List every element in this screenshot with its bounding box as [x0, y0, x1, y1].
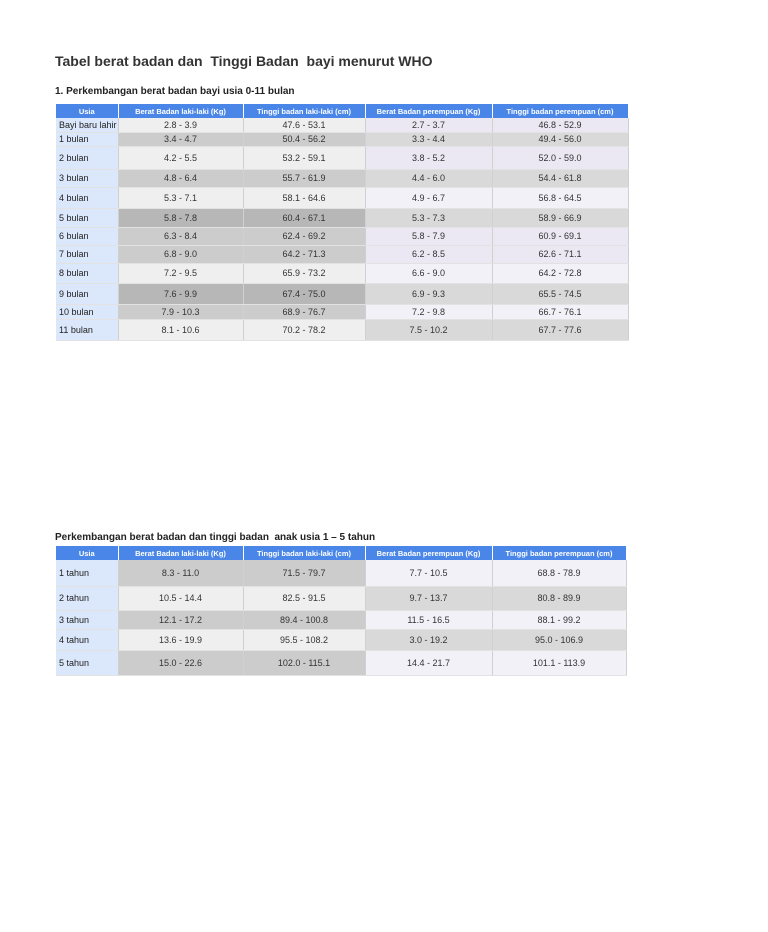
col-header-tinggi-perempuan: Tinggi badan perempuan (cm): [492, 104, 628, 118]
value-cell: 89.4 - 100.8: [243, 610, 365, 629]
value-cell: 6.9 - 9.3: [365, 283, 492, 304]
value-cell: 56.8 - 64.5: [492, 187, 628, 208]
value-cell: 82.5 - 91.5: [243, 586, 365, 610]
value-cell: 15.0 - 22.6: [118, 650, 243, 675]
col-header-tinggi-laki: Tinggi badan laki-laki (cm): [243, 104, 365, 118]
age-cell: 4 bulan: [56, 187, 118, 208]
value-cell: 50.4 - 56.2: [243, 132, 365, 146]
age-cell: 5 bulan: [56, 208, 118, 227]
value-cell: 52.0 - 59.0: [492, 146, 628, 169]
value-cell: 4.2 - 5.5: [118, 146, 243, 169]
infant-growth-table: [56, 104, 629, 341]
value-cell: 6.2 - 8.5: [365, 245, 492, 263]
table-row: [56, 132, 628, 146]
table-row: [56, 118, 628, 132]
table1-heading: 1. Perkembangan berat badan bayi usia 0-11 bulan: [55, 86, 295, 97]
value-cell: 5.3 - 7.3: [365, 208, 492, 227]
value-cell: 3.3 - 4.4: [365, 132, 492, 146]
value-cell: 65.5 - 74.5: [492, 283, 628, 304]
value-cell: 5.3 - 7.1: [118, 187, 243, 208]
table-row: [56, 629, 626, 650]
age-cell: 4 tahun: [56, 629, 118, 650]
value-cell: 3.0 - 19.2: [365, 629, 492, 650]
value-cell: 71.5 - 79.7: [243, 560, 365, 586]
value-cell: 65.9 - 73.2: [243, 263, 365, 283]
value-cell: 7.7 - 10.5: [365, 560, 492, 586]
value-cell: 62.4 - 69.2: [243, 227, 365, 245]
value-cell: 58.1 - 64.6: [243, 187, 365, 208]
value-cell: 8.1 - 10.6: [118, 319, 243, 340]
value-cell: 49.4 - 56.0: [492, 132, 628, 146]
col-header-usia: Usia: [56, 546, 118, 560]
age-cell: 9 bulan: [56, 283, 118, 304]
value-cell: 7.2 - 9.8: [365, 304, 492, 319]
value-cell: 9.7 - 13.7: [365, 586, 492, 610]
table-row: [56, 610, 626, 629]
value-cell: 60.9 - 69.1: [492, 227, 628, 245]
table-header-row: [56, 546, 626, 560]
table2-heading: Perkembangan berat badan dan tinggi badan anak usia 1 – 5 tahun: [55, 532, 376, 543]
table-row: [56, 560, 626, 586]
value-cell: 10.5 - 14.4: [118, 586, 243, 610]
value-cell: 70.2 - 78.2: [243, 319, 365, 340]
value-cell: 54.4 - 61.8: [492, 169, 628, 187]
col-header-tinggi-laki: Tinggi badan laki-laki (cm): [243, 546, 365, 560]
table-row: [56, 245, 628, 263]
value-cell: 4.8 - 6.4: [118, 169, 243, 187]
table-row: [56, 304, 628, 319]
table-row: [56, 283, 628, 304]
value-cell: 101.1 - 113.9: [492, 650, 626, 675]
table-row: [56, 208, 628, 227]
col-header-berat-perempuan: Berat Badan perempuan (Kg): [365, 546, 492, 560]
page-title: Tabel berat badan dan Tinggi Badan bayi menurut WHO: [55, 53, 433, 69]
col-header-berat-perempuan: Berat Badan perempuan (Kg): [365, 104, 492, 118]
value-cell: 67.4 - 75.0: [243, 283, 365, 304]
value-cell: 64.2 - 72.8: [492, 263, 628, 283]
value-cell: 2.8 - 3.9: [118, 118, 243, 132]
table-row: [56, 650, 626, 675]
value-cell: 60.4 - 67.1: [243, 208, 365, 227]
age-cell: 5 tahun: [56, 650, 118, 675]
value-cell: 6.6 - 9.0: [365, 263, 492, 283]
age-cell: 7 bulan: [56, 245, 118, 263]
value-cell: 67.7 - 77.6: [492, 319, 628, 340]
value-cell: 95.5 - 108.2: [243, 629, 365, 650]
col-header-berat-laki: Berat Badan laki-laki (Kg): [118, 546, 243, 560]
table-header-row: [56, 104, 628, 118]
table-row: [56, 227, 628, 245]
value-cell: 8.3 - 11.0: [118, 560, 243, 586]
value-cell: 5.8 - 7.9: [365, 227, 492, 245]
value-cell: 88.1 - 99.2: [492, 610, 626, 629]
value-cell: 64.2 - 71.3: [243, 245, 365, 263]
col-header-usia: Usia: [56, 104, 118, 118]
value-cell: 102.0 - 115.1: [243, 650, 365, 675]
table-row: [56, 169, 628, 187]
value-cell: 47.6 - 53.1: [243, 118, 365, 132]
age-cell: 2 bulan: [56, 146, 118, 169]
value-cell: 53.2 - 59.1: [243, 146, 365, 169]
value-cell: 7.2 - 9.5: [118, 263, 243, 283]
value-cell: 6.3 - 8.4: [118, 227, 243, 245]
age-cell: 1 bulan: [56, 132, 118, 146]
value-cell: 55.7 - 61.9: [243, 169, 365, 187]
table-row: [56, 146, 628, 169]
value-cell: 62.6 - 71.1: [492, 245, 628, 263]
value-cell: 13.6 - 19.9: [118, 629, 243, 650]
value-cell: 6.8 - 9.0: [118, 245, 243, 263]
value-cell: 66.7 - 76.1: [492, 304, 628, 319]
value-cell: 3.4 - 4.7: [118, 132, 243, 146]
age-cell: 3 bulan: [56, 169, 118, 187]
col-header-berat-laki: Berat Badan laki-laki (Kg): [118, 104, 243, 118]
value-cell: 2.7 - 3.7: [365, 118, 492, 132]
col-header-tinggi-perempuan: Tinggi badan perempuan (cm): [492, 546, 626, 560]
age-cell: 11 bulan: [56, 319, 118, 340]
age-cell: 8 bulan: [56, 263, 118, 283]
value-cell: 4.9 - 6.7: [365, 187, 492, 208]
age-cell: 6 bulan: [56, 227, 118, 245]
child-growth-table: [56, 546, 627, 676]
value-cell: 7.5 - 10.2: [365, 319, 492, 340]
value-cell: 68.8 - 78.9: [492, 560, 626, 586]
value-cell: 95.0 - 106.9: [492, 629, 626, 650]
table-row: [56, 319, 628, 340]
age-cell: Bayi baru lahir: [56, 118, 118, 132]
age-cell: 2 tahun: [56, 586, 118, 610]
value-cell: 68.9 - 76.7: [243, 304, 365, 319]
value-cell: 11.5 - 16.5: [365, 610, 492, 629]
age-cell: 1 tahun: [56, 560, 118, 586]
table-row: [56, 586, 626, 610]
value-cell: 14.4 - 21.7: [365, 650, 492, 675]
table-row: [56, 263, 628, 283]
value-cell: 80.8 - 89.9: [492, 586, 626, 610]
value-cell: 7.6 - 9.9: [118, 283, 243, 304]
age-cell: 10 bulan: [56, 304, 118, 319]
value-cell: 58.9 - 66.9: [492, 208, 628, 227]
value-cell: 3.8 - 5.2: [365, 146, 492, 169]
value-cell: 12.1 - 17.2: [118, 610, 243, 629]
value-cell: 7.9 - 10.3: [118, 304, 243, 319]
table-row: [56, 187, 628, 208]
value-cell: 5.8 - 7.8: [118, 208, 243, 227]
value-cell: 46.8 - 52.9: [492, 118, 628, 132]
age-cell: 3 tahun: [56, 610, 118, 629]
value-cell: 4.4 - 6.0: [365, 169, 492, 187]
